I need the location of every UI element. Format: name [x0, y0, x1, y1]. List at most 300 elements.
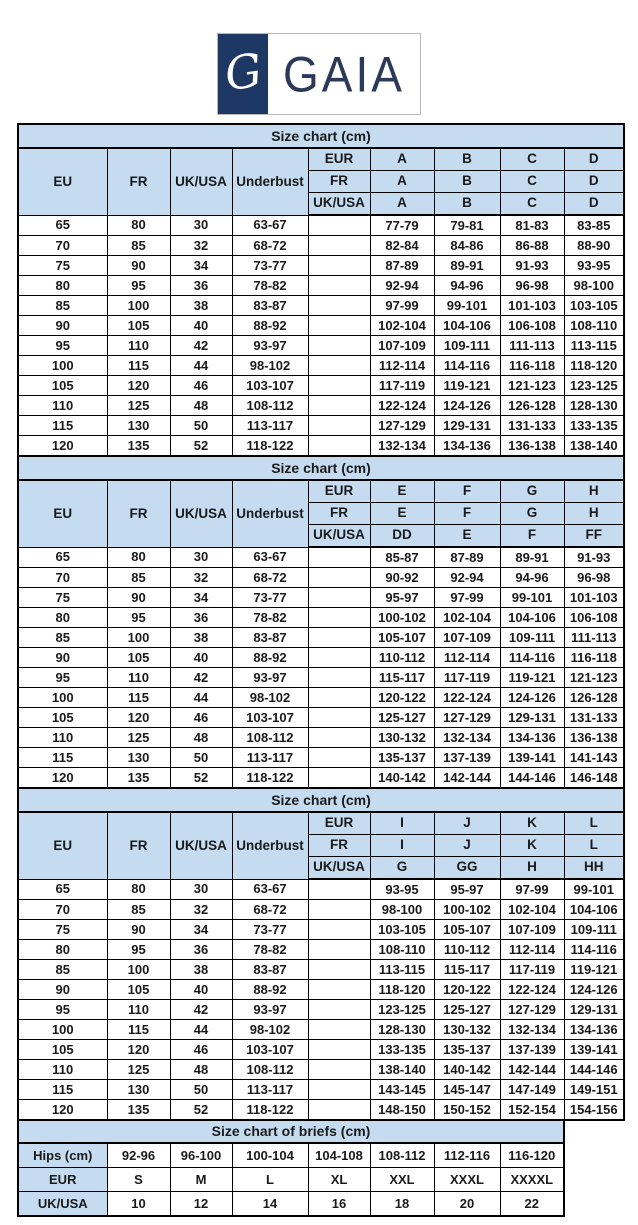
briefs-value-cell: 108-112 [370, 1143, 434, 1168]
band-size-cell: 103-107 [232, 1040, 308, 1060]
band-size-cell: 78-82 [232, 940, 308, 960]
band-size-cell: 105 [18, 376, 107, 396]
spacer-cell [308, 1020, 370, 1040]
cup-measurement-cell: 103-105 [370, 920, 434, 940]
cup-measurement-cell: 121-123 [500, 376, 564, 396]
band-size-cell: 78-82 [232, 276, 308, 296]
cup-size-header: DD [370, 525, 434, 548]
table-row [18, 708, 624, 728]
cup-measurement-cell: 104-106 [500, 608, 564, 628]
band-size-cell: 88-92 [232, 980, 308, 1000]
table-row [18, 436, 624, 457]
table-row [18, 256, 624, 276]
cup-size-header: H [564, 503, 624, 525]
band-size-cell: 90 [107, 256, 170, 276]
header-row [18, 812, 624, 835]
table-row [18, 316, 624, 336]
column-header-eu: EU [18, 148, 107, 215]
band-size-cell: 115 [18, 416, 107, 436]
spacer-cell [308, 648, 370, 668]
band-size-cell: 85 [18, 296, 107, 316]
band-size-cell: 90 [18, 648, 107, 668]
band-size-cell: 110 [107, 336, 170, 356]
band-size-cell: 115 [18, 1080, 107, 1100]
band-size-cell: 135 [107, 436, 170, 457]
cup-measurement-cell: 125-127 [370, 708, 434, 728]
cup-size-header: I [370, 835, 434, 857]
band-size-cell: 36 [170, 608, 232, 628]
gaia-monogram-icon: G [221, 42, 265, 102]
cup-measurement-cell: 134-136 [564, 1020, 624, 1040]
cup-measurement-cell: 135-137 [370, 748, 434, 768]
briefs-table-title: Size chart of briefs (cm) [18, 1120, 564, 1143]
briefs-value-cell: 18 [370, 1192, 434, 1217]
cup-measurement-cell: 93-95 [370, 879, 434, 900]
cup-measurement-cell: 89-91 [434, 256, 500, 276]
cup-measurement-cell: 86-88 [500, 236, 564, 256]
cup-measurement-cell: 145-147 [434, 1080, 500, 1100]
band-size-cell: 88-92 [232, 648, 308, 668]
band-size-cell: 108-112 [232, 1060, 308, 1080]
cup-measurement-cell: 103-105 [564, 296, 624, 316]
table-row [18, 900, 624, 920]
cup-measurement-cell: 119-121 [434, 376, 500, 396]
briefs-value-cell: 22 [500, 1192, 564, 1217]
briefs-value-cell: 12 [170, 1192, 232, 1217]
band-size-cell: 85 [107, 900, 170, 920]
cup-measurement-cell: 118-120 [564, 356, 624, 376]
band-size-cell: 95 [18, 1000, 107, 1020]
cup-measurement-cell: 104-106 [434, 316, 500, 336]
cup-measurement-cell: 110-112 [370, 648, 434, 668]
band-size-cell: 88-92 [232, 316, 308, 336]
briefs-size-table [17, 1119, 565, 1217]
band-size-cell: 38 [170, 296, 232, 316]
table-row [18, 336, 624, 356]
band-size-cell: 90 [107, 588, 170, 608]
cup-system-label: UK/USA [308, 525, 370, 548]
table-row [18, 1143, 564, 1168]
cup-size-header: GG [434, 857, 500, 880]
table-row [18, 1060, 624, 1080]
band-size-cell: 50 [170, 748, 232, 768]
table-row [18, 568, 624, 588]
band-size-cell: 30 [170, 215, 232, 236]
band-size-cell: 32 [170, 236, 232, 256]
cup-system-label: FR [308, 503, 370, 525]
cup-measurement-cell: 114-116 [500, 648, 564, 668]
column-header-uk-usa: UK/USA [170, 148, 232, 215]
cup-measurement-cell: 116-118 [500, 356, 564, 376]
size-chart-page [0, 33, 638, 1225]
column-header-fr: FR [107, 480, 170, 547]
cup-measurement-cell: 144-146 [500, 768, 564, 789]
band-size-cell: 125 [107, 728, 170, 748]
spacer-cell [308, 436, 370, 457]
cup-size-header: J [434, 812, 500, 835]
column-header-fr: FR [107, 148, 170, 215]
cup-measurement-cell: 126-128 [564, 688, 624, 708]
cup-measurement-cell: 140-142 [370, 768, 434, 789]
cup-measurement-cell: 109-111 [564, 920, 624, 940]
cup-system-label: EUR [308, 148, 370, 171]
cup-measurement-cell: 117-119 [370, 376, 434, 396]
table-row [18, 940, 624, 960]
table-row [18, 1080, 624, 1100]
header-row [18, 480, 624, 503]
row-label-cell: UK/USA [18, 1192, 107, 1217]
spacer-cell [308, 215, 370, 236]
table-row [18, 688, 624, 708]
cup-measurement-cell: 139-141 [564, 1040, 624, 1060]
cup-measurement-cell: 116-118 [564, 648, 624, 668]
band-size-cell: 75 [18, 920, 107, 940]
spacer-cell [308, 748, 370, 768]
table-row [18, 728, 624, 748]
band-size-cell: 110 [107, 1000, 170, 1020]
cup-measurement-cell: 100-102 [434, 900, 500, 920]
cup-measurement-cell: 97-99 [370, 296, 434, 316]
spacer-cell [308, 1080, 370, 1100]
cup-measurement-cell: 99-101 [434, 296, 500, 316]
spacer-cell [308, 1000, 370, 1020]
cup-measurement-cell: 115-117 [434, 960, 500, 980]
band-size-cell: 103-107 [232, 376, 308, 396]
band-size-cell: 100 [18, 1020, 107, 1040]
cup-measurement-cell: 107-109 [500, 920, 564, 940]
band-size-cell: 95 [107, 940, 170, 960]
cup-system-label: UK/USA [308, 857, 370, 880]
cup-size-header: C [500, 193, 564, 216]
cup-measurement-cell: 92-94 [370, 276, 434, 296]
band-size-cell: 120 [107, 1040, 170, 1060]
band-size-cell: 30 [170, 879, 232, 900]
band-size-cell: 50 [170, 416, 232, 436]
band-size-cell: 98-102 [232, 356, 308, 376]
band-size-cell: 75 [18, 588, 107, 608]
cup-size-header: D [564, 171, 624, 193]
band-size-cell: 78-82 [232, 608, 308, 628]
band-size-cell: 83-87 [232, 960, 308, 980]
cup-measurement-cell: 82-84 [370, 236, 434, 256]
table-row [18, 920, 624, 940]
spacer-cell [308, 628, 370, 648]
cup-size-header: I [370, 812, 434, 835]
cup-measurement-cell: 99-101 [500, 588, 564, 608]
cup-measurement-cell: 81-83 [500, 215, 564, 236]
cup-size-header: G [370, 857, 434, 880]
cup-measurement-cell: 85-87 [370, 547, 434, 568]
cup-measurement-cell: 122-124 [500, 980, 564, 1000]
cup-measurement-cell: 134-136 [434, 436, 500, 457]
band-size-cell: 80 [18, 940, 107, 960]
band-size-cell: 135 [107, 768, 170, 789]
band-size-cell: 125 [107, 396, 170, 416]
cup-measurement-cell: 89-91 [500, 547, 564, 568]
cup-size-header: HH [564, 857, 624, 880]
spacer-cell [308, 1040, 370, 1060]
cup-measurement-cell: 130-132 [370, 728, 434, 748]
band-size-cell: 130 [107, 748, 170, 768]
cup-measurement-cell: 83-85 [564, 215, 624, 236]
band-size-cell: 42 [170, 668, 232, 688]
band-size-cell: 110 [18, 396, 107, 416]
cup-measurement-cell: 108-110 [370, 940, 434, 960]
cup-size-header: A [370, 193, 434, 216]
cup-size-header: D [564, 193, 624, 216]
band-size-cell: 50 [170, 1080, 232, 1100]
table-row [18, 416, 624, 436]
band-size-cell: 73-77 [232, 256, 308, 276]
cup-measurement-cell: 114-116 [434, 356, 500, 376]
table-row [18, 668, 624, 688]
table-title-row [18, 1120, 564, 1143]
band-size-cell: 38 [170, 628, 232, 648]
table-row [18, 1100, 624, 1121]
cup-measurement-cell: 128-130 [564, 396, 624, 416]
cup-size-header: F [434, 503, 500, 525]
band-size-cell: 93-97 [232, 336, 308, 356]
cup-size-header: B [434, 171, 500, 193]
table-row [18, 1000, 624, 1020]
cup-measurement-cell: 93-95 [564, 256, 624, 276]
cup-measurement-cell: 105-107 [434, 920, 500, 940]
cup-measurement-cell: 100-102 [370, 608, 434, 628]
band-size-cell: 80 [107, 879, 170, 900]
band-size-cell: 90 [18, 980, 107, 1000]
cup-size-header: K [500, 835, 564, 857]
cup-measurement-cell: 131-133 [500, 416, 564, 436]
spacer-cell [308, 768, 370, 789]
cup-measurement-cell: 136-138 [500, 436, 564, 457]
cup-size-header: F [434, 480, 500, 503]
table-row [18, 296, 624, 316]
cup-measurement-cell: 98-100 [564, 276, 624, 296]
band-size-cell: 93-97 [232, 668, 308, 688]
table-row [18, 628, 624, 648]
band-size-cell: 100 [107, 628, 170, 648]
band-size-cell: 120 [107, 708, 170, 728]
spacer-cell [308, 900, 370, 920]
band-size-cell: 65 [18, 879, 107, 900]
band-size-cell: 32 [170, 568, 232, 588]
band-size-cell: 100 [107, 960, 170, 980]
cup-measurement-cell: 131-133 [564, 708, 624, 728]
table-row [18, 1168, 564, 1192]
cup-measurement-cell: 97-99 [434, 588, 500, 608]
band-size-cell: 105 [107, 316, 170, 336]
spacer-cell [308, 236, 370, 256]
cup-measurement-cell: 143-145 [370, 1080, 434, 1100]
cup-measurement-cell: 91-93 [564, 547, 624, 568]
cup-measurement-cell: 112-114 [434, 648, 500, 668]
band-size-cell: 48 [170, 728, 232, 748]
cup-size-header: L [564, 812, 624, 835]
cup-measurement-cell: 113-115 [564, 336, 624, 356]
band-size-cell: 85 [18, 960, 107, 980]
spacer-cell [308, 608, 370, 628]
cup-measurement-cell: 138-140 [370, 1060, 434, 1080]
briefs-value-cell: 116-120 [500, 1143, 564, 1168]
band-size-cell: 34 [170, 256, 232, 276]
briefs-value-cell: 16 [308, 1192, 370, 1217]
band-size-cell: 48 [170, 1060, 232, 1080]
cup-size-header: FF [564, 525, 624, 548]
briefs-value-cell: XXXL [434, 1168, 500, 1192]
cup-measurement-cell: 133-135 [370, 1040, 434, 1060]
cup-measurement-cell: 104-106 [564, 900, 624, 920]
cup-measurement-cell: 152-154 [500, 1100, 564, 1121]
cup-system-label: EUR [308, 480, 370, 503]
cup-measurement-cell: 101-103 [564, 588, 624, 608]
band-size-cell: 110 [18, 1060, 107, 1080]
cup-measurement-cell: 147-149 [500, 1080, 564, 1100]
band-size-cell: 46 [170, 708, 232, 728]
table-row [18, 608, 624, 628]
column-header-fr: FR [107, 812, 170, 879]
cup-measurement-cell: 94-96 [500, 568, 564, 588]
band-size-cell: 44 [170, 356, 232, 376]
cup-measurement-cell: 142-144 [500, 1060, 564, 1080]
band-size-cell: 110 [107, 668, 170, 688]
cup-measurement-cell: 142-144 [434, 768, 500, 789]
cup-measurement-cell: 129-131 [564, 1000, 624, 1020]
bra-size-table-e-h [17, 455, 625, 789]
band-size-cell: 90 [18, 316, 107, 336]
table-row [18, 1192, 564, 1217]
band-size-cell: 63-67 [232, 215, 308, 236]
cup-measurement-cell: 126-128 [500, 396, 564, 416]
band-size-cell: 135 [107, 1100, 170, 1121]
band-size-cell: 120 [18, 768, 107, 789]
band-size-cell: 38 [170, 960, 232, 980]
band-size-cell: 44 [170, 688, 232, 708]
band-size-cell: 80 [107, 215, 170, 236]
briefs-value-cell: M [170, 1168, 232, 1192]
band-size-cell: 95 [18, 336, 107, 356]
cup-size-header: L [564, 835, 624, 857]
cup-measurement-cell: 127-129 [370, 416, 434, 436]
spacer-cell [308, 960, 370, 980]
cup-measurement-cell: 118-120 [370, 980, 434, 1000]
cup-size-header: G [500, 480, 564, 503]
band-size-cell: 68-72 [232, 236, 308, 256]
spacer-cell [308, 1100, 370, 1121]
band-size-cell: 100 [107, 296, 170, 316]
cup-measurement-cell: 135-137 [434, 1040, 500, 1060]
band-size-cell: 115 [107, 688, 170, 708]
band-size-cell: 120 [18, 436, 107, 457]
band-size-cell: 125 [107, 1060, 170, 1080]
column-header-eu: EU [18, 480, 107, 547]
cup-size-header: K [500, 812, 564, 835]
band-size-cell: 65 [18, 547, 107, 568]
spacer-cell [308, 920, 370, 940]
cup-measurement-cell: 90-92 [370, 568, 434, 588]
spacer-cell [308, 416, 370, 436]
band-size-cell: 52 [170, 768, 232, 789]
table-row [18, 588, 624, 608]
column-header-uk-usa: UK/USA [170, 480, 232, 547]
table-row [18, 547, 624, 568]
briefs-value-cell: S [107, 1168, 170, 1192]
band-size-cell: 115 [107, 1020, 170, 1040]
band-size-cell: 80 [18, 276, 107, 296]
cup-measurement-cell: 137-139 [500, 1040, 564, 1060]
band-size-cell: 80 [107, 547, 170, 568]
cup-measurement-cell: 92-94 [434, 568, 500, 588]
table-row [18, 648, 624, 668]
cup-system-label: UK/USA [308, 193, 370, 216]
band-size-cell: 118-122 [232, 436, 308, 457]
band-size-cell: 115 [107, 356, 170, 376]
band-size-cell: 118-122 [232, 1100, 308, 1121]
cup-measurement-cell: 141-143 [564, 748, 624, 768]
briefs-value-cell: L [232, 1168, 308, 1192]
spacer-cell [308, 376, 370, 396]
band-size-cell: 85 [107, 236, 170, 256]
cup-measurement-cell: 119-121 [564, 960, 624, 980]
spacer-cell [308, 728, 370, 748]
band-size-cell: 83-87 [232, 296, 308, 316]
band-size-cell: 70 [18, 568, 107, 588]
cup-measurement-cell: 154-156 [564, 1100, 624, 1121]
band-size-cell: 118-122 [232, 768, 308, 789]
cup-measurement-cell: 112-114 [370, 356, 434, 376]
table-row [18, 748, 624, 768]
cup-measurement-cell: 102-104 [370, 316, 434, 336]
band-size-cell: 46 [170, 376, 232, 396]
cup-measurement-cell: 106-108 [500, 316, 564, 336]
band-size-cell: 95 [107, 276, 170, 296]
cup-measurement-cell: 77-79 [370, 215, 434, 236]
spacer-cell [308, 879, 370, 900]
briefs-value-cell: 112-116 [434, 1143, 500, 1168]
band-size-cell: 98-102 [232, 1020, 308, 1040]
band-size-cell: 113-117 [232, 748, 308, 768]
gaia-logo [217, 33, 421, 115]
briefs-value-cell: 20 [434, 1192, 500, 1217]
cup-system-label: FR [308, 171, 370, 193]
cup-measurement-cell: 101-103 [500, 296, 564, 316]
cup-measurement-cell: 132-134 [500, 1020, 564, 1040]
cup-size-header: C [500, 171, 564, 193]
cup-measurement-cell: 127-129 [434, 708, 500, 728]
band-size-cell: 130 [107, 1080, 170, 1100]
table-row [18, 276, 624, 296]
cup-measurement-cell: 96-98 [564, 568, 624, 588]
band-size-cell: 52 [170, 1100, 232, 1121]
band-size-cell: 105 [107, 648, 170, 668]
spacer-cell [308, 668, 370, 688]
briefs-value-cell: 14 [232, 1192, 308, 1217]
gaia-monogram-square [218, 34, 268, 114]
spacer-cell [308, 296, 370, 316]
bra-size-table-a-d [17, 123, 625, 457]
column-header-eu: EU [18, 812, 107, 879]
cup-measurement-cell: 91-93 [500, 256, 564, 276]
spacer-cell [308, 940, 370, 960]
cup-size-header: B [434, 193, 500, 216]
band-size-cell: 40 [170, 648, 232, 668]
cup-measurement-cell: 117-119 [500, 960, 564, 980]
briefs-value-cell: 100-104 [232, 1143, 308, 1168]
cup-measurement-cell: 128-130 [370, 1020, 434, 1040]
cup-measurement-cell: 120-122 [434, 980, 500, 1000]
band-size-cell: 80 [18, 608, 107, 628]
band-size-cell: 115 [18, 748, 107, 768]
table-row [18, 376, 624, 396]
